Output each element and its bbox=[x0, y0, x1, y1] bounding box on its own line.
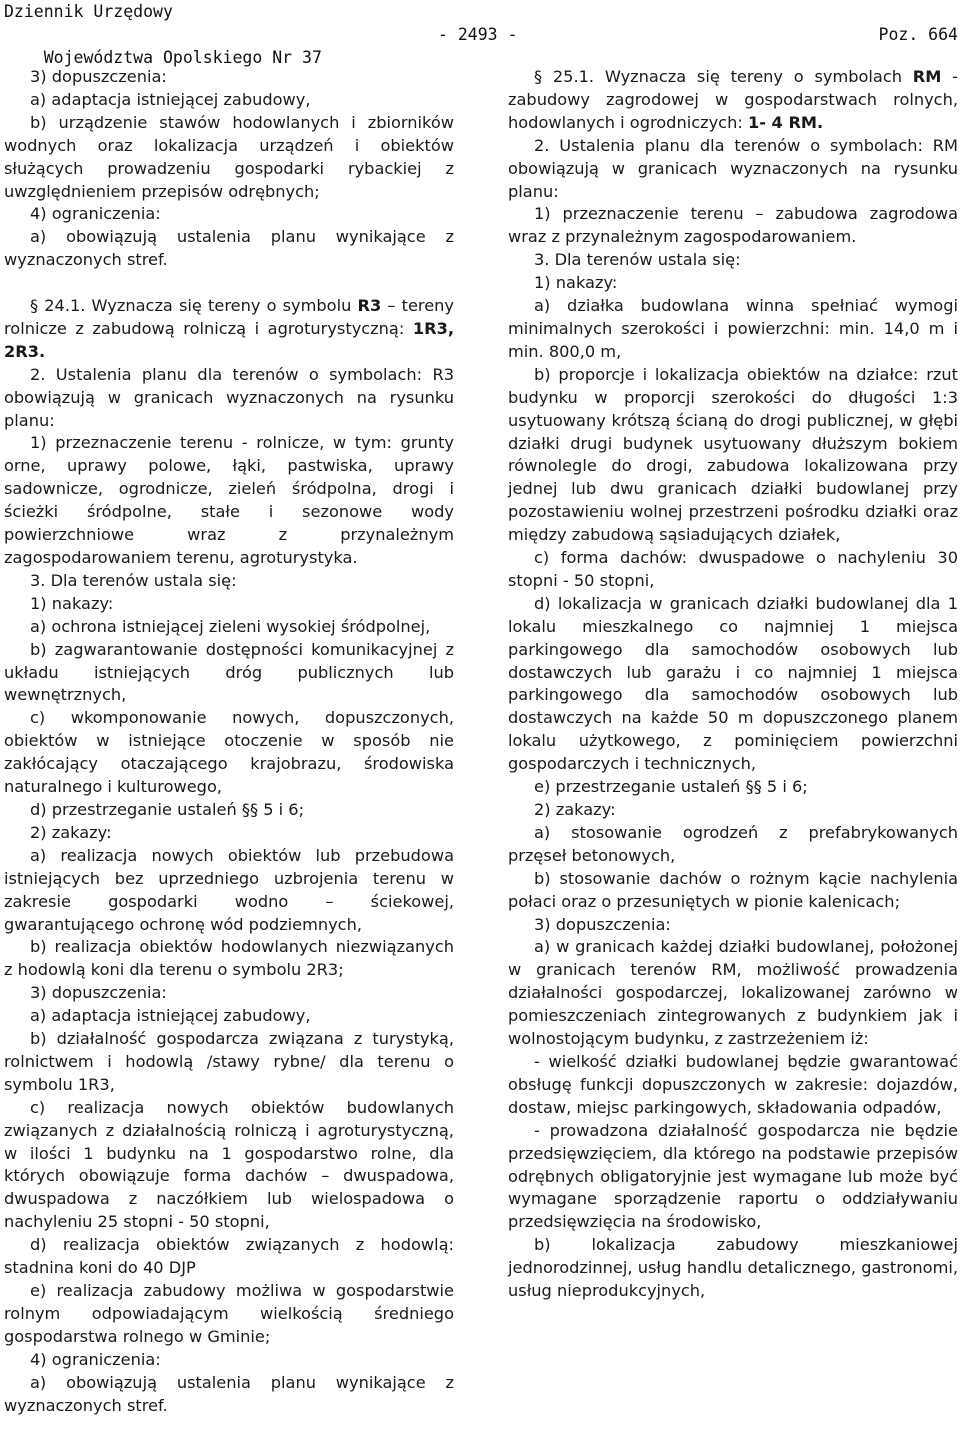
paragraph: c) realizacja nowych obiektów budowlanych związanych z działalnością rolniczą i agroturystyczną, w ilości 1 budynku na 1 gospodarstwo rolne, dla których obowiązuje forma dachów – dwuspadowa, dwuspadowa z naczółkiem lub wielospadowa o nachyleniu 25 stopni - 50 stopni, bbox=[4, 1097, 454, 1232]
left-column bbox=[4, 66, 454, 1417]
paragraph: a) obowiązują ustalenia planu wynikające z wyznaczonych stref. bbox=[4, 227, 454, 270]
paragraph: a) w granicach każdej działki budowlanej, położonej w granicach terenów RM, możliwość prowadzenia działalności gospodarczej, lokalizowanej zarówno w pomieszczeniach zintegrowanych z budynkiem jak i wolnostojącym budynku, z zastrzeżeniem iż: bbox=[508, 937, 958, 1049]
paragraph: 2. Ustalenia planu dla terenów o symbolach: R3 obowiązują w granicach wyznaczonych na rysunku planu: bbox=[4, 364, 454, 430]
paragraph: e) przestrzeganie ustaleń §§ 5 i 6; bbox=[534, 777, 808, 797]
header-page-number: - 2493 - bbox=[438, 25, 518, 44]
paragraph: 1) nakazy: bbox=[534, 273, 618, 293]
paragraph: b) urządzenie stawów hodowlanych i zbiorników wodnych oraz lokalizacja urządzeń i obiektów służących prowadzeniu gospodarki rybackiej z uwzględnieniem przepisów odrębnych; bbox=[4, 112, 454, 201]
paragraph: - prowadzona działalność gospodarcza nie będzie przedsięwzięciem, dla którego na podstawie przepisów odrębnych obligatoryjnie jest wymagane lub może być wymagane sporządzenie raportu o oddziaływaniu przedsięwzięcia na środowisko, bbox=[508, 1120, 958, 1232]
paragraph: e) realizacja zabudowy możliwa w gospodarstwie rolnym odpowiadającym wielkością średniego gospodarstwa rolnego w Gminie; bbox=[4, 1281, 454, 1346]
paragraph: a) obowiązują ustalenia planu wynikające z wyznaczonych stref. bbox=[4, 1372, 454, 1415]
paragraph: b) lokalizacja zabudowy mieszkaniowej jednorodzinnej, usług handlu detalicznego, gastronomi, usług nieprodukcyjnych, bbox=[508, 1235, 958, 1301]
paragraph: a) adaptacja istniejącej zabudowy, bbox=[30, 1006, 311, 1026]
paragraph: b) realizacja obiektów hodowlanych niezwiązanych z hodowlą koni dla terenu o symbolu 2R3; bbox=[4, 937, 454, 980]
paragraph: 2. Ustalenia planu dla terenów o symbolach: RM obowiązują w granicach wyznaczonych na rysunku planu: bbox=[508, 135, 958, 201]
paragraph: b) działalność gospodarcza związana z turystyką, rolnictwem i hodowlą /stawy rybne/ dla terenu o symbolu 1R3, bbox=[4, 1029, 454, 1094]
header-issue: Województwa Opolskiego Nr 37 bbox=[43, 48, 322, 67]
section-paragraph-25: § 25.1. Wyznacza się tereny o symbolach RM - zabudowy zagrodowej w gospodarstwach rolnych, hodowlanych i ogrodniczych: 1- 4 RM. bbox=[508, 67, 958, 132]
paragraph: 1) nakazy: bbox=[30, 593, 114, 613]
header-issue-row bbox=[4, 23, 958, 67]
paragraph: 4) ograniczenia: bbox=[30, 204, 161, 224]
paragraph: d) realizacja obiektów związanych z hodowlą: stadnina koni do 40 DJP bbox=[4, 1235, 454, 1278]
paragraph: 3) dopuszczenia: bbox=[30, 983, 167, 1003]
paragraph: 3. Dla terenów ustala się: bbox=[30, 570, 237, 590]
right-column bbox=[508, 66, 958, 1303]
paragraph: d) przestrzeganie ustaleń §§ 5 i 6; bbox=[30, 799, 305, 819]
paragraph: a) ochrona istniejącej zieleni wysokiej śródpolnej, bbox=[30, 616, 431, 636]
paragraph: 2) zakazy: bbox=[30, 822, 112, 842]
header-position: Poz. 664 bbox=[878, 25, 958, 44]
header-journal-title: Dziennik Urzędowy bbox=[4, 2, 173, 21]
paragraph: c) forma dachów: dwuspadowe o nachyleniu 30 stopni - 50 stopni, bbox=[508, 548, 958, 590]
paragraph: 3) dopuszczenia: bbox=[30, 67, 167, 86]
paragraph: 1) przeznaczenie terenu – zabudowa zagrodowa wraz z przynależnym zagospodarowaniem. bbox=[508, 204, 958, 247]
paragraph: b) zagwarantowanie dostępności komunikacyjnej z układu istniejących dróg publicznych lub wewnętrznych, bbox=[4, 639, 454, 705]
paragraph: 1) przeznaczenie terenu - rolnicze, w tym: grunty orne, uprawy polowe, łąki, pastwiska, uprawy sadownicze, ogrodnicze, zieleń śródpolna, drogi i ścieżki śródpolne, stałe i sezonowe wody powierzchniowe wraz z przynależnym zagospodarowaniem terenu, agroturystyka. bbox=[4, 433, 454, 568]
paragraph: a) realizacja nowych obiektów lub przebudowa istniejących bez uprzedniego uzbrojenia terenu w zakresie gospodarki wodno – ściekowej, gwarantującego ochronę wód podziemnych, bbox=[4, 845, 454, 934]
paragraph: a) stosowanie ogrodzeń z prefabrykowanych przęseł betonowych, bbox=[508, 822, 958, 865]
paragraph: 3) dopuszczenia: bbox=[534, 914, 671, 934]
paragraph: c) wkomponowanie nowych, dopuszczonych, obiektów w istniejące otoczenie w sposób nie zakłócający otaczającego krajobrazu, środowiska naturalnego i kulturowego, bbox=[4, 708, 454, 797]
paragraph: - wielkość działki budowlanej będzie gwarantować obsługę funkcji dopuszczonych w zakresie: dojazdów, dostaw, miejsc parkingowych, składowania odpadów, bbox=[508, 1051, 958, 1117]
paragraph: a) adaptacja istniejącej zabudowy, bbox=[30, 89, 311, 109]
paragraph: a) działka budowlana winna spełniać wymogi minimalnych szerokości i powierzchni: min. 14,0 m i min. 800,0 m, bbox=[508, 296, 958, 361]
page-header bbox=[4, 0, 958, 67]
paragraph: 2) zakazy: bbox=[534, 800, 616, 819]
paragraph: 4) ograniczenia: bbox=[30, 1349, 161, 1369]
paragraph: 3. Dla terenów ustala się: bbox=[534, 250, 741, 270]
paragraph: b) stosowanie dachów o rożnym kącie nachylenia połaci oraz o przesuniętych w pionie kalenicach; bbox=[508, 868, 958, 911]
section-paragraph-24: § 24.1. Wyznacza się tereny o symbolu R3 – tereny rolnicze z zabudową rolniczą i agroturystyczną: 1R3, 2R3. bbox=[4, 296, 454, 361]
paragraph: b) proporcje i lokalizacja obiektów na działce: rzut budynku w proporcji szerokości do długości 1:3 usytuowany krótszą ścianą do drogi publicznej, w głębi działki drugi budynek usytuowany dłuższym bokiem równolegle do drogi, zabudowa lokalizowana przy jednej lub dwu granicach działki budowlanej przy pozostawieniu wolnej przestrzeni pośrodku działki oraz między zabudową sąsiadujących działek, bbox=[508, 364, 958, 545]
paragraph: d) lokalizacja w granicach działki budowlanej dla 1 lokalu mieszkalnego co najmniej 1 miejsca parkingowego dla samochodów osobowych lub dostawczych lub garażu i co najmniej 1 miejsca parkingowego dla samochodów osobowych lub dostawczych na każde 50 m dopuszczonego planem lokalu użytkowego, z pominięciem powierzchni gospodarczych i technicznych, bbox=[508, 593, 958, 774]
